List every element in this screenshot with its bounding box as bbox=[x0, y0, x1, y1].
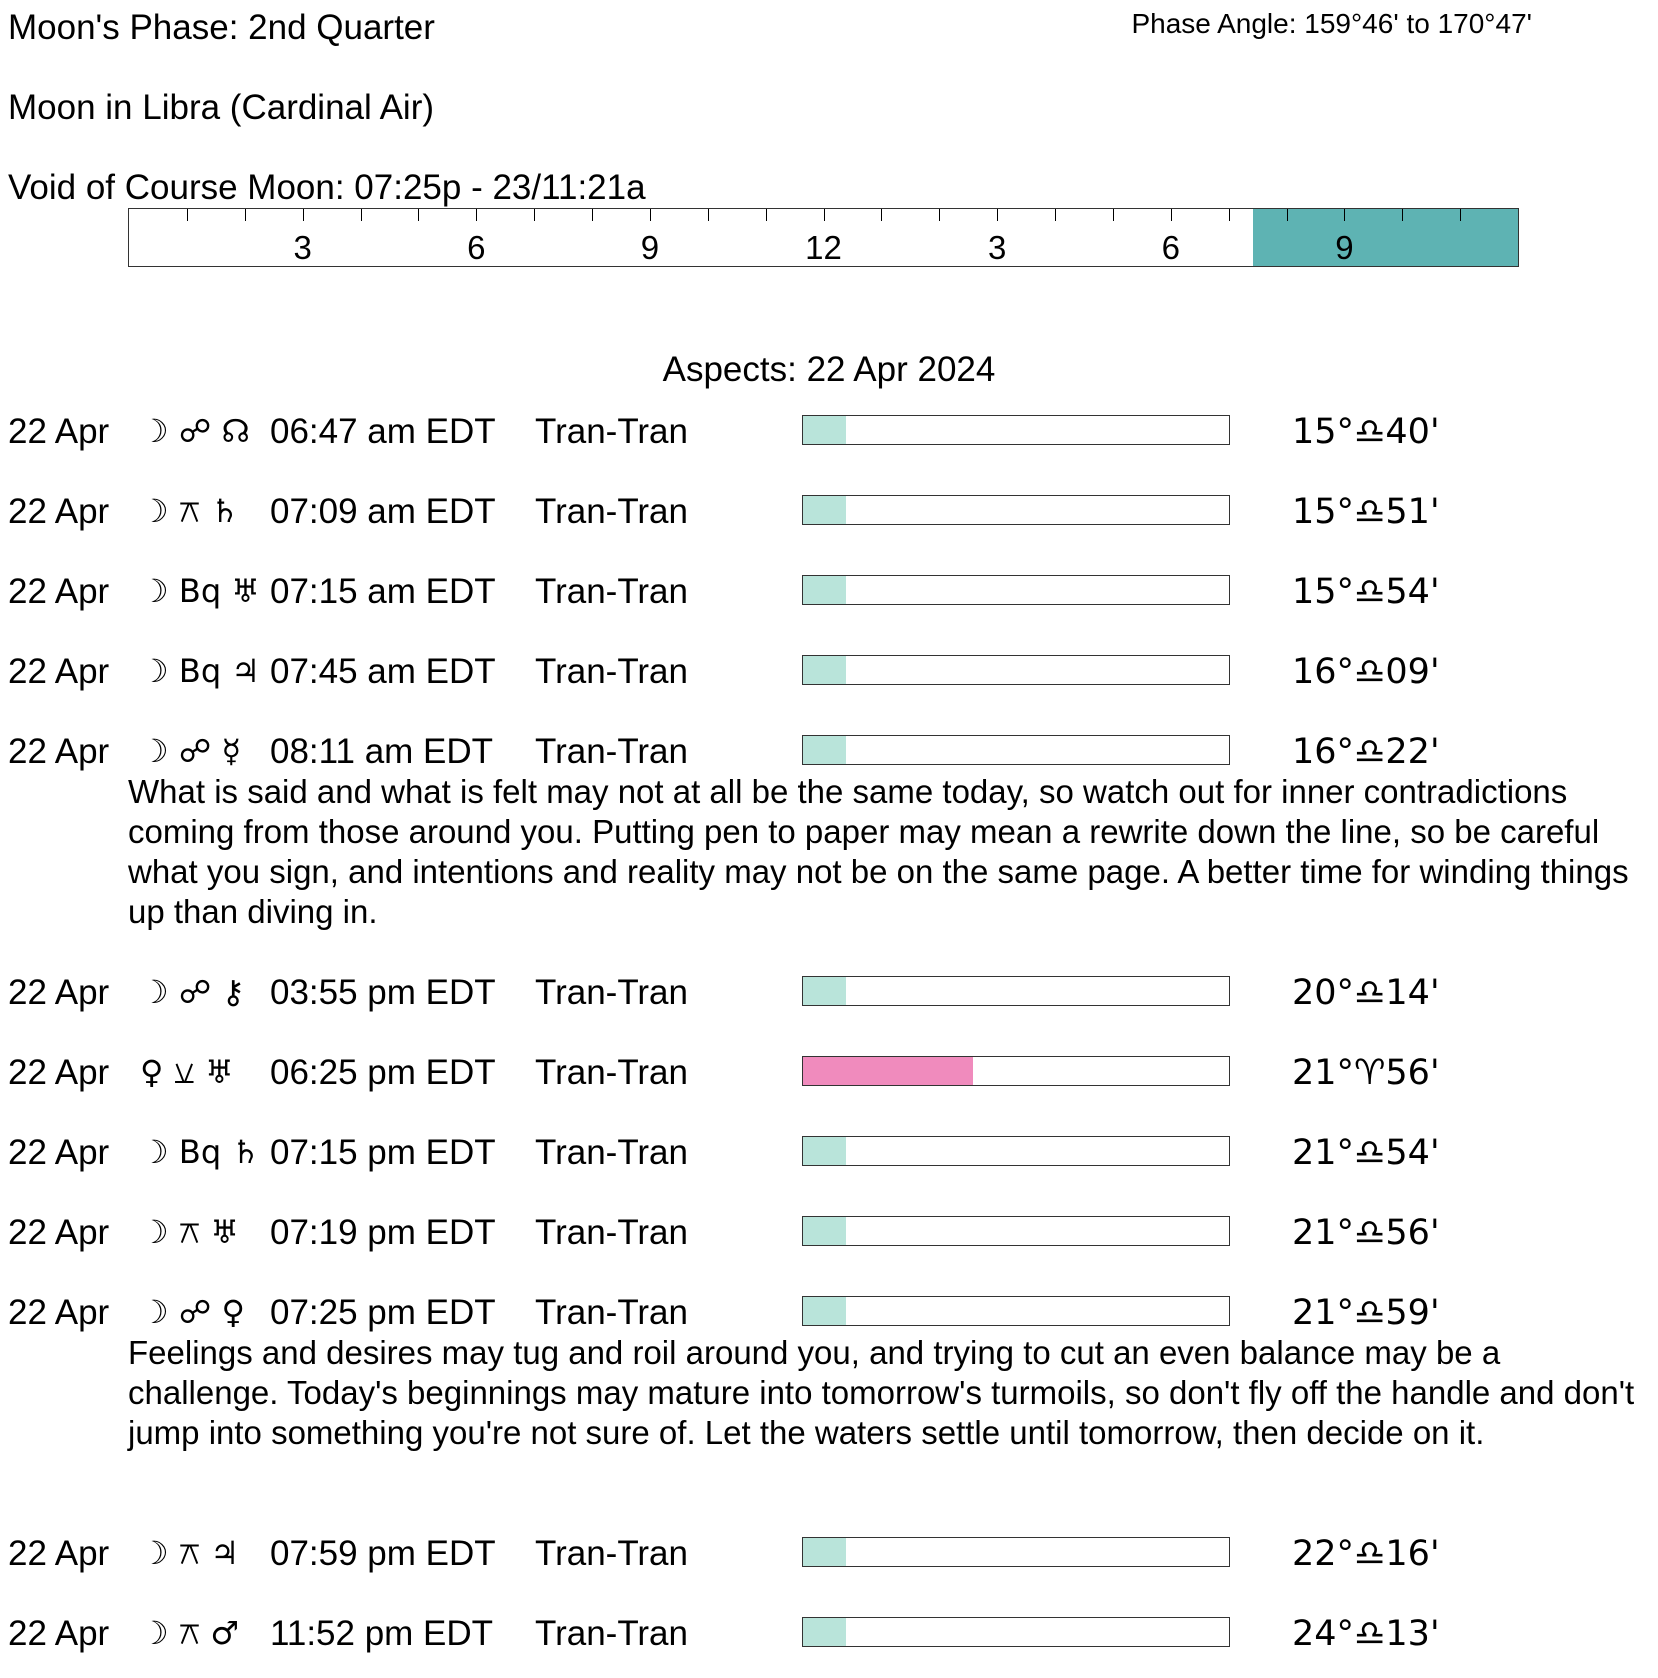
aspect-strength-bar bbox=[802, 575, 1230, 605]
timeline-tick bbox=[303, 209, 304, 221]
timeline-tick bbox=[187, 209, 188, 221]
aspect-strength-bar bbox=[802, 495, 1230, 525]
aspect-position: 15°♎51' bbox=[1292, 492, 1440, 532]
timeline-tick bbox=[1229, 209, 1230, 221]
aspect-strength-fill bbox=[803, 656, 846, 684]
aspect-position: 24°♎13' bbox=[1292, 1614, 1440, 1654]
aspect-date: 22 Apr bbox=[8, 1133, 110, 1172]
aspect-glyphs: ☽ ☍ ☿ bbox=[140, 732, 242, 770]
aspect-glyphs: ☽ ☍ ♀ bbox=[140, 1293, 245, 1331]
aspect-type: Tran-Tran bbox=[535, 732, 688, 771]
timeline-tick bbox=[418, 209, 419, 221]
aspect-time: 07:19 pm EDT bbox=[270, 1213, 496, 1252]
aspect-strength-fill bbox=[803, 1217, 846, 1245]
aspect-type: Tran-Tran bbox=[535, 1534, 688, 1573]
aspect-strength-fill bbox=[803, 1538, 846, 1566]
aspect-position: 15°♎54' bbox=[1292, 572, 1440, 612]
aspect-strength-bar bbox=[802, 655, 1230, 685]
timeline-tick bbox=[1171, 209, 1172, 221]
aspect-strength-bar bbox=[802, 735, 1230, 765]
timeline-tick bbox=[881, 209, 882, 221]
aspect-strength-bar bbox=[802, 415, 1230, 445]
aspect-time: 11:52 pm EDT bbox=[270, 1614, 494, 1653]
aspect-time: 07:59 pm EDT bbox=[270, 1534, 496, 1573]
aspect-row bbox=[0, 1534, 1658, 1582]
timeline-tick bbox=[534, 209, 535, 221]
timeline-hour-label: 12 bbox=[805, 229, 842, 266]
timeline-tick bbox=[1344, 209, 1345, 221]
aspect-position: 15°♎40' bbox=[1292, 412, 1440, 452]
aspect-type: Tran-Tran bbox=[535, 572, 688, 611]
timeline-tick bbox=[824, 209, 825, 221]
aspect-date: 22 Apr bbox=[8, 412, 110, 451]
timeline-tick bbox=[708, 209, 709, 221]
aspect-type: Tran-Tran bbox=[535, 1213, 688, 1252]
aspect-position: 21°♎59' bbox=[1292, 1293, 1440, 1333]
aspect-type: Tran-Tran bbox=[535, 973, 688, 1012]
aspect-glyphs: ☽ ⚻ ♄ bbox=[140, 492, 240, 530]
aspect-position: 16°♎09' bbox=[1292, 652, 1440, 692]
timeline-tick bbox=[766, 209, 767, 221]
aspect-date: 22 Apr bbox=[8, 732, 110, 771]
timeline-hour-label: 3 bbox=[987, 229, 1007, 266]
aspect-strength-bar bbox=[802, 1056, 1230, 1086]
aspects-title: Aspects: 22 Apr 2024 bbox=[662, 350, 996, 389]
aspect-time: 07:09 am EDT bbox=[270, 492, 496, 531]
aspect-row bbox=[0, 973, 1658, 1021]
aspect-strength-fill bbox=[803, 1057, 973, 1085]
timeline-tick bbox=[1287, 209, 1288, 221]
aspect-glyphs: ☽ ☍ ☊ bbox=[140, 412, 250, 450]
aspect-type: Tran-Tran bbox=[535, 1133, 688, 1172]
aspect-strength-fill bbox=[803, 977, 846, 1005]
aspect-strength-bar bbox=[802, 1216, 1230, 1246]
timeline-hour-label: 9 bbox=[640, 229, 660, 266]
aspect-strength-fill bbox=[803, 416, 846, 444]
aspect-row bbox=[0, 1053, 1658, 1101]
aspect-strength-bar bbox=[802, 1296, 1230, 1326]
timeline-tick bbox=[592, 209, 593, 221]
aspect-row bbox=[0, 1133, 1658, 1181]
aspect-date: 22 Apr bbox=[8, 492, 110, 531]
aspect-strength-fill bbox=[803, 576, 846, 604]
moon-sign-label: Moon in Libra (Cardinal Air) bbox=[8, 88, 435, 127]
timeline-tick bbox=[361, 209, 362, 221]
aspect-strength-fill bbox=[803, 496, 846, 524]
aspect-type: Tran-Tran bbox=[535, 1053, 688, 1092]
timeline-tick bbox=[1402, 209, 1403, 221]
timeline-hour-label: 3 bbox=[293, 229, 312, 266]
aspect-strength-bar bbox=[802, 1617, 1230, 1647]
void-of-course-fill bbox=[1253, 209, 1518, 266]
aspect-position: 21°♎56' bbox=[1292, 1213, 1440, 1253]
aspect-date: 22 Apr bbox=[8, 1213, 110, 1252]
aspect-time: 03:55 pm EDT bbox=[270, 973, 496, 1012]
void-of-course-timeline bbox=[128, 208, 1519, 267]
aspect-glyphs: ☽ ⚻ ♂ bbox=[140, 1614, 240, 1652]
timeline-tick bbox=[1113, 209, 1114, 221]
aspect-strength-fill bbox=[803, 736, 846, 764]
aspect-row bbox=[0, 1614, 1658, 1662]
aspect-row bbox=[0, 652, 1658, 700]
aspect-row bbox=[0, 492, 1658, 540]
aspect-date: 22 Apr bbox=[8, 652, 110, 691]
timeline-tick bbox=[1055, 209, 1056, 221]
aspect-glyphs: ☽ ⚻ ♃ bbox=[140, 1534, 240, 1572]
aspect-glyphs: ☽ Bq ♄ bbox=[140, 1133, 260, 1171]
aspect-glyphs: ☽ ☍ ⚷ bbox=[140, 973, 245, 1011]
aspect-description: What is said and what is felt may not at all be the same today, so watch out for inner contradictions coming from those around you. Putting pen to paper may mean a rewrite down the line, so be careful what you sign, and intentions and reality may not be on the same page. A better time for winding things up than diving in. bbox=[128, 773, 1629, 930]
moon-phase-label: Moon's Phase: 2nd Quarter bbox=[8, 8, 435, 47]
aspect-strength-bar bbox=[802, 1537, 1230, 1567]
aspect-position: 22°♎16' bbox=[1292, 1534, 1440, 1574]
timeline-hour-label: 6 bbox=[1161, 229, 1180, 266]
aspect-description: Feelings and desires may tug and roil around you, and trying to cut an even balance may be a challenge. Today's beginnings may mature into tomorrow's turmoils, so don't fly off the handle and don't jump into something you're not sure of. Let the waters settle until tomorrow, then decide on it. bbox=[128, 1334, 1635, 1451]
timeline-tick bbox=[997, 209, 998, 221]
aspect-date: 22 Apr bbox=[8, 1614, 110, 1653]
void-of-course-label: Void of Course Moon: 07:25p - 23/11:21a bbox=[8, 168, 646, 207]
aspect-row bbox=[0, 1213, 1658, 1261]
timeline-hour-label: 9 bbox=[1335, 229, 1354, 266]
aspect-glyphs: ♀ ⚺ ♅ bbox=[140, 1053, 234, 1091]
aspect-strength-bar bbox=[802, 976, 1230, 1006]
aspect-glyphs: ☽ Bq ♅ bbox=[140, 572, 260, 610]
aspect-time: 08:11 am EDT bbox=[270, 732, 494, 771]
aspect-position: 20°♎14' bbox=[1292, 973, 1440, 1013]
aspect-strength-fill bbox=[803, 1297, 846, 1325]
aspect-glyphs: ☽ ⚻ ♅ bbox=[140, 1213, 240, 1251]
aspect-time: 07:45 am EDT bbox=[270, 652, 496, 691]
aspect-position: 21°♎54' bbox=[1292, 1133, 1440, 1173]
aspect-position: 16°♎22' bbox=[1292, 732, 1440, 772]
timeline-tick bbox=[245, 209, 246, 221]
timeline-tick bbox=[1460, 209, 1461, 221]
aspect-glyphs: ☽ Bq ♃ bbox=[140, 652, 260, 690]
aspect-date: 22 Apr bbox=[8, 1053, 110, 1092]
aspect-time: 07:15 pm EDT bbox=[270, 1133, 496, 1172]
aspect-type: Tran-Tran bbox=[535, 1293, 688, 1332]
aspect-strength-fill bbox=[803, 1618, 846, 1646]
aspect-row bbox=[0, 572, 1658, 620]
phase-angle-label: Phase Angle: 159°46' to 170°47' bbox=[1131, 8, 1532, 39]
aspect-date: 22 Apr bbox=[8, 973, 110, 1012]
aspect-time: 07:15 am EDT bbox=[270, 572, 496, 611]
timeline-tick bbox=[939, 209, 940, 221]
aspect-time: 06:25 pm EDT bbox=[270, 1053, 496, 1092]
aspect-time: 06:47 am EDT bbox=[270, 412, 496, 451]
aspect-position: 21°♈56' bbox=[1292, 1053, 1440, 1093]
aspect-type: Tran-Tran bbox=[535, 412, 688, 451]
aspect-type: Tran-Tran bbox=[535, 652, 688, 691]
aspect-strength-fill bbox=[803, 1137, 846, 1165]
aspect-strength-bar bbox=[802, 1136, 1230, 1166]
aspect-type: Tran-Tran bbox=[535, 492, 688, 531]
aspect-row bbox=[0, 412, 1658, 460]
timeline-hour-label: 6 bbox=[467, 229, 486, 266]
aspect-date: 22 Apr bbox=[8, 1534, 110, 1573]
aspect-date: 22 Apr bbox=[8, 572, 110, 611]
aspect-type: Tran-Tran bbox=[535, 1614, 688, 1653]
aspect-date: 22 Apr bbox=[8, 1293, 110, 1332]
aspect-time: 07:25 pm EDT bbox=[270, 1293, 496, 1332]
timeline-tick bbox=[476, 209, 477, 221]
timeline-tick bbox=[650, 209, 651, 221]
